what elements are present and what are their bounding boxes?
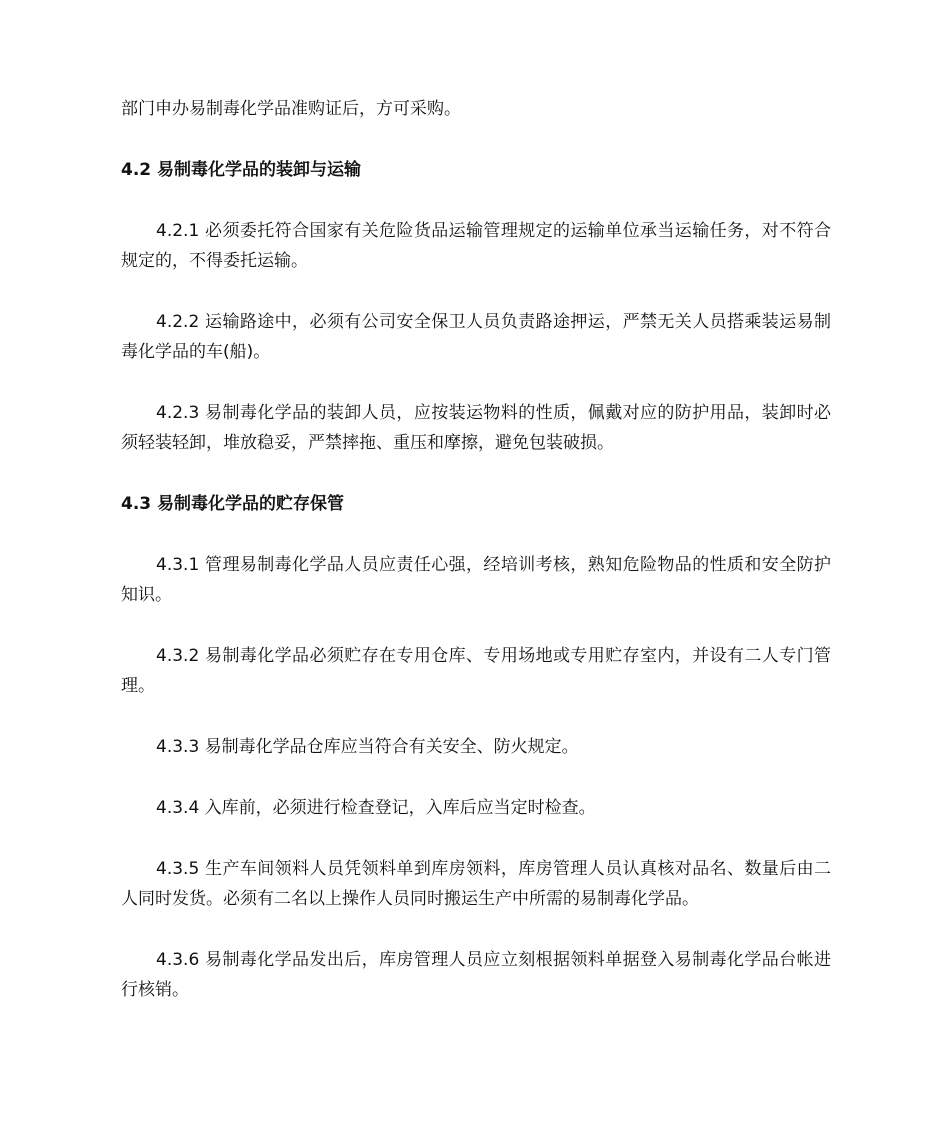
- paragraph-4-3-1: 4.3.1 管理易制毒化学品人员应责任心强，经培训考核，熟知危险物品的性质和安全防护知识。: [121, 555, 831, 605]
- paragraph-4-3-6: 4.3.6 易制毒化学品发出后，库房管理人员应立刻根据领料单据登入易制毒化学品台帐进行核销。: [121, 950, 831, 1000]
- section-heading-4-2: 4.2 易制毒化学品的装卸与运输: [121, 160, 362, 180]
- paragraph-4-2-1: 4.2.1 必须委托符合国家有关危险货品运输管理规定的运输单位承当运输任务，对不符合规定的，不得委托运输。: [121, 221, 831, 271]
- paragraph-4-3-2: 4.3.2 易制毒化学品必须贮存在专用仓库、专用场地或专用贮存室内，并设有二人专门管理。: [121, 646, 831, 696]
- paragraph-4-3-3: 4.3.3 易制毒化学品仓库应当符合有关安全、防火规定。: [156, 737, 579, 757]
- document-page: [121, 94, 831, 1036]
- section-heading-4-3: 4.3 易制毒化学品的贮存保管: [121, 494, 345, 514]
- paragraph-4-3-5: 4.3.5 生产车间领料人员凭领料单到库房领料，库房管理人员认真核对品名、数量后由二人同时发货。必须有二名以上操作人员同时搬运生产中所需的易制毒化学品。: [121, 859, 831, 909]
- paragraph-4-2-2: 4.2.2 运输路途中，必须有公司安全保卫人员负责路途押运，严禁无关人员搭乘装运易制毒化学品的车(船)。: [121, 312, 831, 362]
- paragraph-4-2-3: 4.2.3 易制毒化学品的装卸人员，应按装运物料的性质，佩戴对应的防护用品，装卸时必须轻装轻卸，堆放稳妥，严禁摔拖、重压和摩擦，避免包装破损。: [121, 403, 831, 453]
- paragraph-4-3-4: 4.3.4 入库前，必须进行检查登记，入库后应当定时检查。: [156, 798, 596, 818]
- paragraph-procurement-end: 部门申办易制毒化学品准购证后，方可采购。: [121, 99, 461, 119]
